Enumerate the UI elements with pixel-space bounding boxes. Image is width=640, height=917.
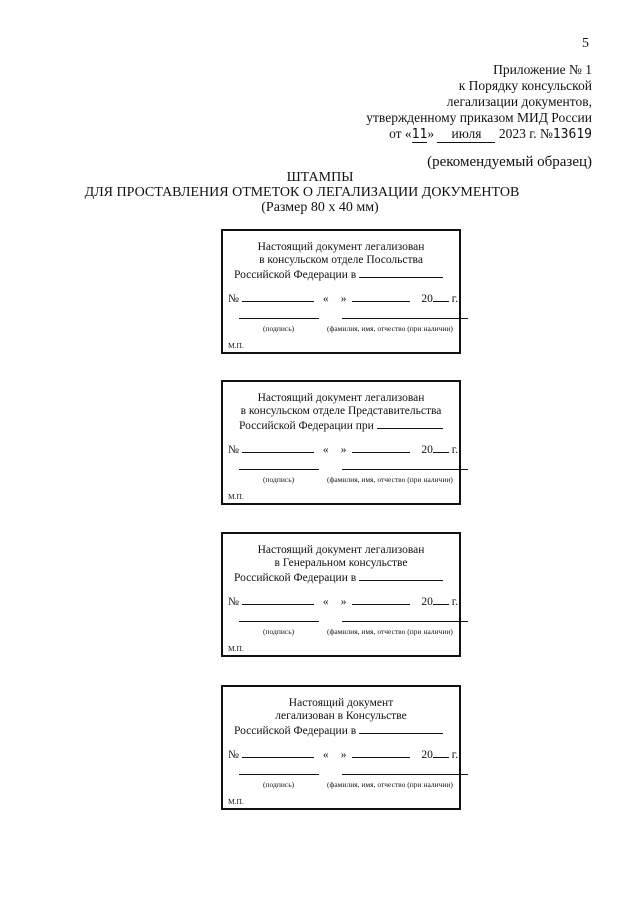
appendix-line-4: утвержденному приказом МИД России <box>366 110 592 125</box>
signature-lines <box>239 469 455 470</box>
quote-open: « <box>322 749 329 761</box>
appendix-line-1: Приложение № 1 <box>493 62 592 77</box>
seal-label: М.П. <box>228 341 244 350</box>
year-blank <box>433 291 449 302</box>
stamp-text-line-1: Настоящий документ легализован <box>257 241 425 253</box>
order-year: 2023 г. № <box>498 126 553 141</box>
year-suffix: г. <box>451 749 459 761</box>
seal-label: М.П. <box>228 797 244 806</box>
quote-close: » <box>340 596 347 608</box>
name-caption: (фамилия, имя, отчество (при наличии) <box>327 475 453 484</box>
year-prefix: 20 <box>421 444 433 456</box>
year-suffix: г. <box>451 596 459 608</box>
date-sep: » <box>427 126 435 141</box>
order-month: июля <box>437 126 495 143</box>
signature-caption: (подпись) <box>263 780 295 789</box>
location-blank <box>359 570 443 581</box>
number-date-row <box>228 594 459 608</box>
number-sign: № <box>228 293 239 305</box>
quote-close: » <box>340 444 347 456</box>
signature-lines <box>239 318 455 319</box>
stamp-text-line-2: легализован в Консульстве <box>275 710 407 722</box>
year-prefix: 20 <box>421 596 433 608</box>
order-day: 11 <box>411 127 428 142</box>
signature-caption: (подпись) <box>263 627 295 636</box>
page-number: 5 <box>582 36 589 51</box>
stamp-text-line-1: Настоящий документ легализован <box>257 392 425 404</box>
year-prefix: 20 <box>421 749 433 761</box>
location-blank <box>359 723 443 734</box>
quote-close: » <box>340 293 347 305</box>
stamp-text-line-3: Российской Федерации в <box>234 269 357 281</box>
stamp-consulate-general <box>221 532 461 657</box>
stamp-text-line-1: Настоящий документ <box>288 697 394 709</box>
quote-open: « <box>322 293 329 305</box>
stamp-text-line-1: Настоящий документ легализован <box>257 544 425 556</box>
stamp-text-line-3: Российской Федерации при <box>239 420 374 432</box>
stamp-text-line-2: в консульском отделе Представительства <box>240 405 442 417</box>
number-sign: № <box>228 749 239 761</box>
appendix-line-3: легализации документов, <box>446 94 592 109</box>
year-blank <box>433 747 449 758</box>
year-blank <box>433 594 449 605</box>
number-date-row <box>228 291 459 305</box>
stamp-text-line-3: Российской Федерации в <box>234 725 357 737</box>
date-blank <box>352 594 410 605</box>
stamp-representation <box>221 380 461 505</box>
number-sign: № <box>228 596 239 608</box>
name-caption: (фамилия, имя, отчество (при наличии) <box>327 324 453 333</box>
signature-caption: (подпись) <box>263 324 295 333</box>
quote-close: » <box>340 749 347 761</box>
stamp-text-line-2: в консульском отделе Посольства <box>259 254 423 266</box>
date-prefix: от « <box>389 126 412 141</box>
appendix-line-2: к Порядку консульской <box>458 78 592 93</box>
location-blank <box>377 418 443 429</box>
heading-title: ШТАМПЫ <box>286 170 354 185</box>
number-date-row <box>228 442 459 456</box>
number-date-row <box>228 747 459 761</box>
seal-label: М.П. <box>228 492 244 501</box>
heading-subtitle: ДЛЯ ПРОСТАВЛЕНИЯ ОТМЕТОК О ЛЕГАЛИЗАЦИИ ДОКУМЕНТОВ <box>84 185 520 200</box>
stamp-consulate <box>221 685 461 810</box>
appendix-block <box>366 62 592 143</box>
order-number: 13619 <box>552 127 592 142</box>
date-blank <box>352 291 410 302</box>
seal-label: М.П. <box>228 644 244 653</box>
signature-lines <box>239 621 455 622</box>
signature-caption: (подпись) <box>263 475 295 484</box>
quote-open: « <box>322 444 329 456</box>
document-heading <box>0 170 640 215</box>
year-blank <box>433 442 449 453</box>
number-blank <box>242 747 314 758</box>
quote-open: « <box>322 596 329 608</box>
stamp-embassy <box>221 229 461 354</box>
name-caption: (фамилия, имя, отчество (при наличии) <box>327 627 453 636</box>
number-blank <box>242 442 314 453</box>
stamp-text-line-3: Российской Федерации в <box>234 572 357 584</box>
location-blank <box>359 267 443 278</box>
year-suffix: г. <box>451 293 459 305</box>
number-blank <box>242 594 314 605</box>
stamp-text-line-2: в Генеральном консульстве <box>274 557 408 569</box>
year-prefix: 20 <box>421 293 433 305</box>
signature-lines <box>239 774 455 775</box>
number-blank <box>242 291 314 302</box>
sample-label: (рекомендуемый образец) <box>427 154 592 170</box>
number-sign: № <box>228 444 239 456</box>
date-blank <box>352 747 410 758</box>
heading-size: (Размер 80 х 40 мм) <box>261 200 379 215</box>
order-date-line <box>366 126 592 143</box>
date-blank <box>352 442 410 453</box>
year-suffix: г. <box>451 444 459 456</box>
name-caption: (фамилия, имя, отчество (при наличии) <box>327 780 453 789</box>
